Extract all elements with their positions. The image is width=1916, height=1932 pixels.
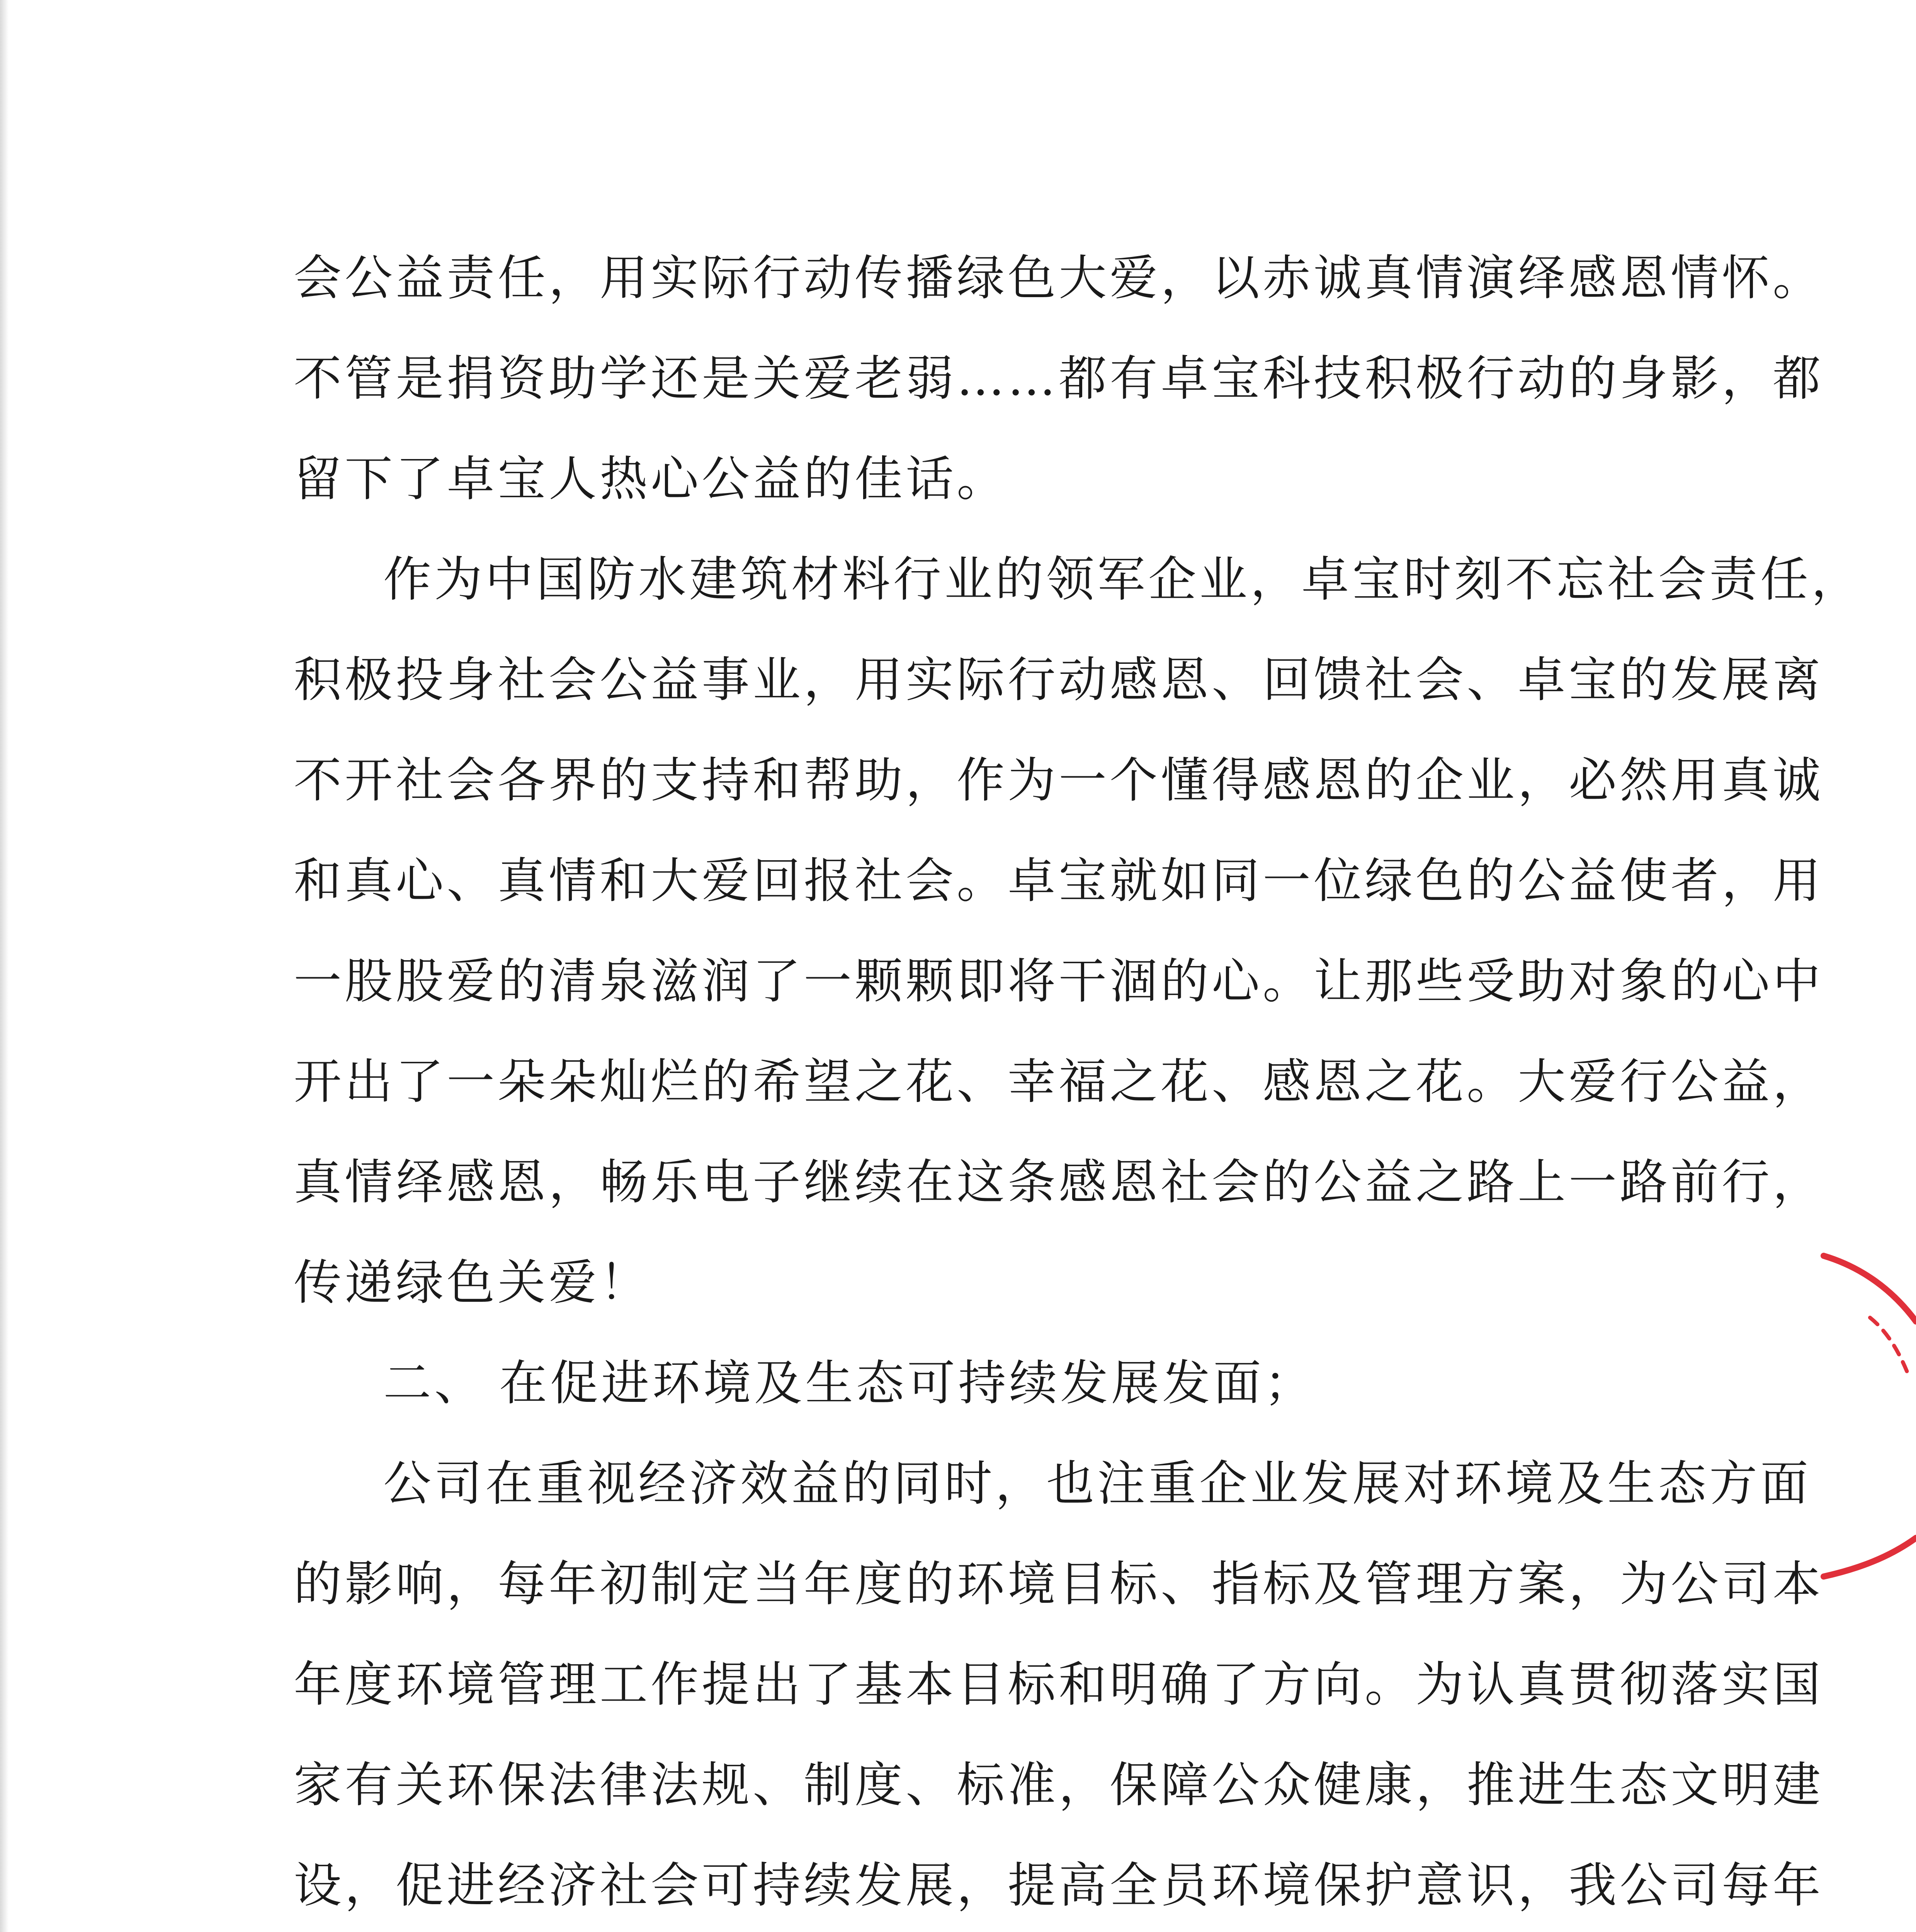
text-line: 年度环境管理工作提出了基本目标和明确了方向。为认真贯彻落实国	[294, 1657, 1824, 1713]
text-line: 传递绿色关爱！	[294, 1255, 651, 1311]
text-line: 的影响，每年初制定当年度的环境目标、指标及管理方案，为公司本	[294, 1556, 1824, 1612]
text-line: 开出了一朵朵灿烂的希望之花、幸福之花、感恩之花。大爱行公益，	[294, 1054, 1824, 1110]
text-line: 家有关环保法律法规、制度、标准，保障公众健康，推进生态文明建	[294, 1757, 1824, 1813]
section-number: 二、	[383, 1355, 486, 1411]
text-line: 和真心、真情和大爱回报社会。卓宝就如同一位绿色的公益使者，用	[294, 853, 1824, 909]
text-line: 不管是捐资助学还是关爱老弱……都有卓宝科技积极行动的身影，都	[294, 351, 1824, 406]
text-line: 会公益责任，用实际行动传播绿色大爱，以赤诚真情演绎感恩情怀。	[294, 250, 1824, 306]
text-line: 积极投身社会公益事业，用实际行动感恩、回馈社会、卓宝的发展离	[294, 652, 1824, 708]
text-line: 真情绎感恩，畅乐电子继续在这条感恩社会的公益之路上一路前行，	[294, 1155, 1824, 1210]
seal-arc-top	[1824, 1256, 1916, 1321]
paragraph-first-line: 作为中国防水建筑材料行业的领军企业，卓宝时刻不忘社会责任，	[383, 552, 1863, 607]
partial-red-seal-stamp	[1816, 1229, 1916, 1615]
paragraph-first-line: 公司在重视经济效益的同时，也注重企业发展对环境及生态方面	[383, 1456, 1812, 1512]
document-body	[294, 228, 1863, 1932]
section-heading	[294, 1333, 1638, 1434]
seal-arc-inner	[1870, 1318, 1909, 1376]
scan-edge-shadow	[0, 0, 9, 1932]
text-line: 设，促进经济社会可持续发展，提高全员环境保护意识，我公司每年	[294, 1858, 1824, 1913]
seal-arc-bottom	[1824, 1538, 1916, 1577]
text-line: 不开社会各界的支持和帮助，作为一个懂得感恩的企业，必然用真诚	[294, 753, 1824, 808]
text-line: 留下了卓宝人热心公益的佳话。	[294, 451, 1008, 507]
section-title: 在促进环境及生态可持续发展发面；	[499, 1355, 1316, 1411]
text-line: 一股股爱的清泉滋润了一颗颗即将干涸的心。让那些受助对象的心中	[294, 954, 1824, 1009]
